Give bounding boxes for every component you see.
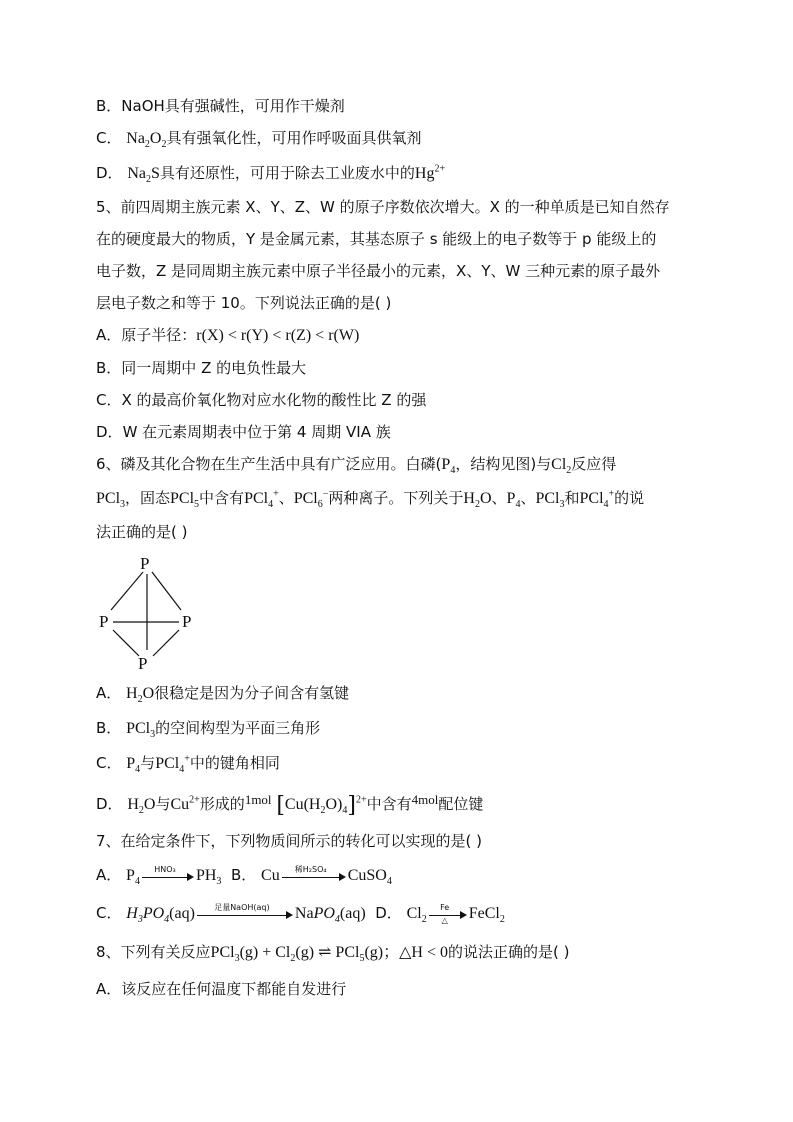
q8-option-a: A．该反应在任何温度下都能自发进行 [96,980,347,998]
q6-option-a: A． $H_2O$很稳定是因为分子间含有氢键 [96,684,350,706]
q5-option-c: C．X 的最高价氧化物对应水化物的酸性比 Z 的强 [96,391,427,409]
q6-option-d: D． $H_2O$与$Cu^{2+}$形成的1mol $[Cu(H_2O)_4]^{2+}$中含有4mol配位键 [96,792,484,818]
q6-stem-line-1: 6、磷及其化合物在生产生活中具有广泛应用。白磷($P_4$，结构见图)与$Cl_2$反应得 [96,455,617,477]
q4-option-b: B．NaOH具有强碱性，可用作干燥剂 [96,97,345,115]
bond-line [111,572,143,610]
q6-stem-line-3: 法正确的是( ) [96,523,188,541]
q5-option-a: A．原子半径：r(X) < r(Y) < r(Z) < r(W) [96,326,360,344]
q5-stem-line-2: 在的硬度最大的物质，Y 是金属元素，其基态原子 s 能级上的电子数等于 p 能级上的 [96,230,657,248]
q4-option-d: D． $Na_2S$具有还原性，可用于除去工业废水中的$Hg^{2+}$ [96,163,446,186]
reaction-arrow: 稀H₂SO₄ [282,868,346,884]
q7-stem: 7、在给定条件下，下列物质间所示的转化可以实现的是( ) [96,832,483,850]
q7-options-ab: A． $P_4$ HNO₃ $PH_3$ B． Cu 稀H₂SO₄ CuSO$_4$ [96,864,392,888]
q6-option-c: C． $P_4$与PCl$_4$+中的键角相同 [96,753,280,776]
q7-options-cd: C． $H_3PO_4(aq)$ 足量NaOH(aq) NaPO$_4$(aq) D． $Cl_2$ Fe △ FeCl$_2$ [96,902,505,926]
q6-option-b: B． PCl$_3$的空间构型为平面三角形 [96,719,321,741]
q6-stem-line-2: PCl$_3$，固态PCl$_5$中含有PCl$_4$+、PCl$_6$−两种离子。下列关于$H_2O$、$P_4$、PCl$_3$和PCl$_4$+的说 [96,488,645,511]
q5-option-b: B．同一周期中 Z 的电负性最大 [96,359,307,377]
q8-stem: 8、下列有关反应$PCl_3(g) + Cl_2(g)$ ⇌ PCl$_5$(g)；△H < 0的说法正确的是( ) [96,943,570,965]
bond-line [113,630,139,656]
bond-line [152,572,181,610]
reaction-arrow: HNO₃ [142,868,194,884]
q5-stem-line-1: 5、前四周期主族元素 X、Y、Z、W 的原子序数依次增大。X 的一种单质是已知自然存 [96,198,670,216]
p4-structure-diagram [95,552,205,672]
reaction-arrow: 足量NaOH(aq) [197,906,293,922]
atom-label: P [138,654,148,672]
q5-stem-line-4: 层电子数之和等于 10。下列说法正确的是( ) [96,294,392,312]
reaction-arrow: Fe △ [429,906,467,922]
atom-label: P [182,612,192,631]
q4-option-c: C． $Na_2O_2$具有强氧化性，可用作呼吸面具供氧剂 [96,129,422,151]
bond-line [153,630,179,656]
q5-stem-line-3: 电子数，Z 是同周期主族元素中原子半径最小的元素，X、Y、W 三种元素的原子最外 [96,262,661,280]
q5-option-d: D．W 在元素周期表中位于第 4 周期 VIA 族 [96,423,391,441]
atom-label: P [140,554,150,573]
atom-label: P [99,612,109,631]
